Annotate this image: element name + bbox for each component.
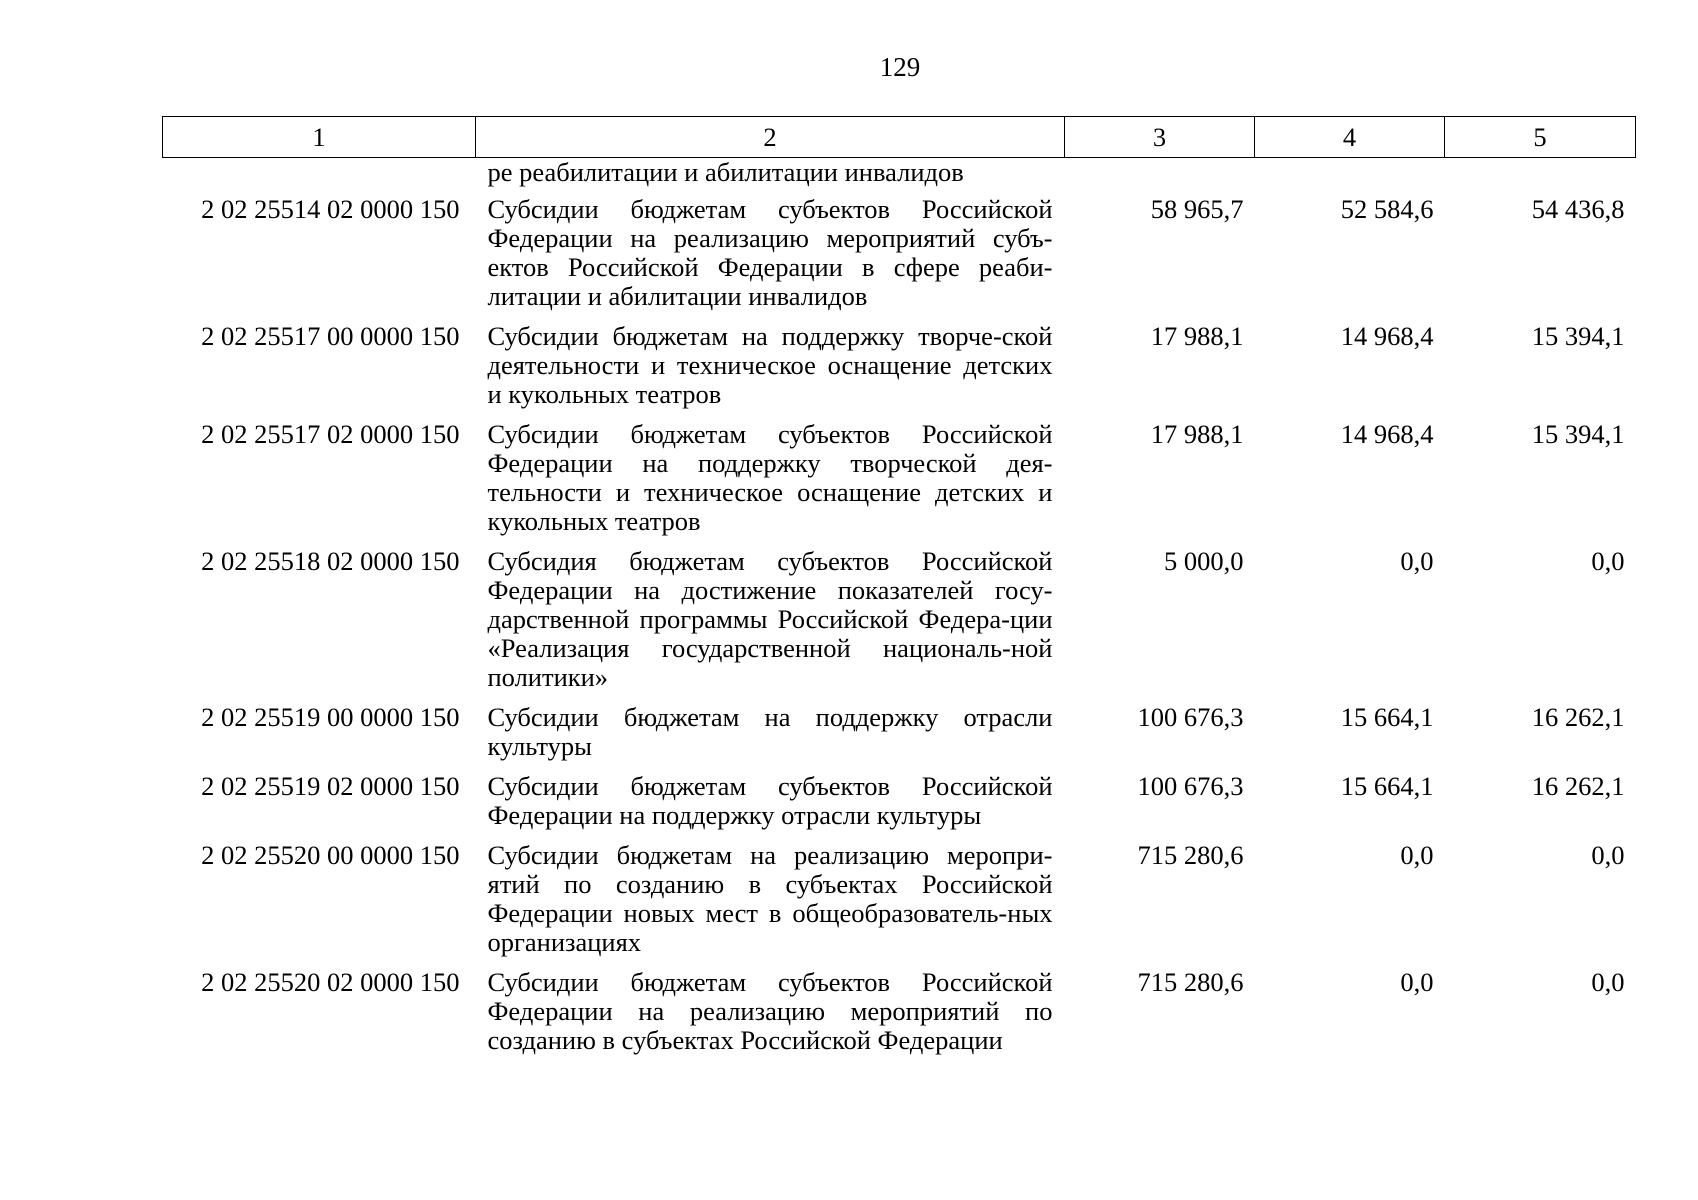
- continuation-col5: [1445, 158, 1636, 196]
- header-col-2: 2: [476, 117, 1065, 158]
- table-row: [163, 841, 1636, 968]
- continuation-col4: [1255, 158, 1445, 196]
- table-body: [163, 158, 1636, 1067]
- row-value-col4: 14 968,4: [1340, 419, 1434, 449]
- row-value-col4: 0,0: [1400, 546, 1434, 576]
- row-value-col4: 15 664,1: [1340, 702, 1434, 732]
- row-value-col3: 17 988,1: [1150, 419, 1244, 449]
- row-code: 2 02 25518 02 0000 150: [201, 546, 460, 576]
- table-row: [163, 420, 1636, 547]
- header-col-4: 4: [1255, 117, 1445, 158]
- continuation-row: [163, 158, 1636, 196]
- row-value-col5: 15 394,1: [1531, 321, 1625, 351]
- table-row: [163, 772, 1636, 841]
- header-col-5: 5: [1445, 117, 1636, 158]
- row-value-col3: 5 000,0: [1164, 546, 1244, 576]
- row-description: Субсидии бюджетам на поддержку творче-ской деятельности и техническое оснащение детских и кукольных театров: [487, 321, 1053, 409]
- row-description: Субсидия бюджетам субъектов Российской Федерации на достижение показателей госу-дарственной программы Российской Федера-ции «Реализация государственной националь-ной политики»: [487, 546, 1053, 692]
- table-row: [163, 968, 1636, 1066]
- row-value-col4: 52 584,6: [1340, 194, 1434, 224]
- table-row: [163, 703, 1636, 772]
- continuation-code-cell: [163, 158, 476, 196]
- row-value-col3: 715 280,6: [1137, 840, 1244, 870]
- row-value-col4: 0,0: [1400, 967, 1434, 997]
- row-code: 2 02 25519 00 0000 150: [201, 702, 460, 732]
- row-description: Субсидии бюджетам субъектов Российской Федерации на поддержку творческой дея-тельности и техническое оснащение детских и кукольных театров: [487, 419, 1053, 536]
- row-code: 2 02 25520 02 0000 150: [201, 967, 460, 997]
- row-value-col5: 0,0: [1591, 967, 1625, 997]
- row-description: Субсидии бюджетам на поддержку отрасли культуры: [487, 702, 1053, 761]
- row-value-col5: 0,0: [1591, 546, 1625, 576]
- header-col-1: 1: [163, 117, 476, 158]
- row-value-col3: 100 676,3: [1137, 771, 1244, 801]
- row-value-col3: 715 280,6: [1137, 967, 1244, 997]
- row-value-col3: 58 965,7: [1150, 194, 1244, 224]
- continuation-col3: [1065, 158, 1255, 196]
- page-number: 129: [879, 52, 921, 82]
- row-code: 2 02 25520 00 0000 150: [201, 840, 460, 870]
- continuation-description: ре реабилитации и абилитации инвалидов: [487, 157, 964, 187]
- table-row: [163, 195, 1636, 322]
- budget-table: [162, 116, 1636, 1066]
- budget-table-container: [162, 116, 1635, 1066]
- row-value-col5: 15 394,1: [1531, 419, 1625, 449]
- row-description: Субсидии бюджетам на реализацию меропри-ятий по созданию в субъектах Российской Федерации новых мест в общеобразователь-ных организациях: [487, 840, 1053, 957]
- header-row: [163, 117, 1636, 158]
- row-value-col5: 16 262,1: [1531, 771, 1625, 801]
- table-row: [163, 322, 1636, 420]
- row-value-col3: 17 988,1: [1150, 321, 1244, 351]
- row-description: Субсидии бюджетам субъектов Российской Федерации на поддержку отрасли культуры: [487, 771, 1053, 830]
- row-value-col5: 0,0: [1591, 840, 1625, 870]
- row-value-col4: 15 664,1: [1340, 771, 1434, 801]
- row-value-col5: 54 436,8: [1531, 194, 1625, 224]
- row-description: Субсидии бюджетам субъектов Российской Федерации на реализацию мероприятий субъ-ектов Российской Федерации в сфере реаби-литации и абилитации инвалидов: [487, 194, 1053, 311]
- row-code: 2 02 25517 00 0000 150: [201, 321, 460, 351]
- row-code: 2 02 25519 02 0000 150: [201, 771, 460, 801]
- row-value-col3: 100 676,3: [1137, 702, 1244, 732]
- row-code: 2 02 25514 02 0000 150: [201, 194, 460, 224]
- row-code: 2 02 25517 02 0000 150: [201, 419, 460, 449]
- row-description: Субсидии бюджетам субъектов Российской Федерации на реализацию мероприятий по созданию в субъектах Российской Федерации: [487, 967, 1053, 1055]
- table-row: [163, 547, 1636, 703]
- table-header: [163, 117, 1636, 158]
- row-value-col4: 0,0: [1400, 840, 1434, 870]
- row-value-col4: 14 968,4: [1340, 321, 1434, 351]
- row-value-col5: 16 262,1: [1531, 702, 1625, 732]
- header-col-3: 3: [1065, 117, 1255, 158]
